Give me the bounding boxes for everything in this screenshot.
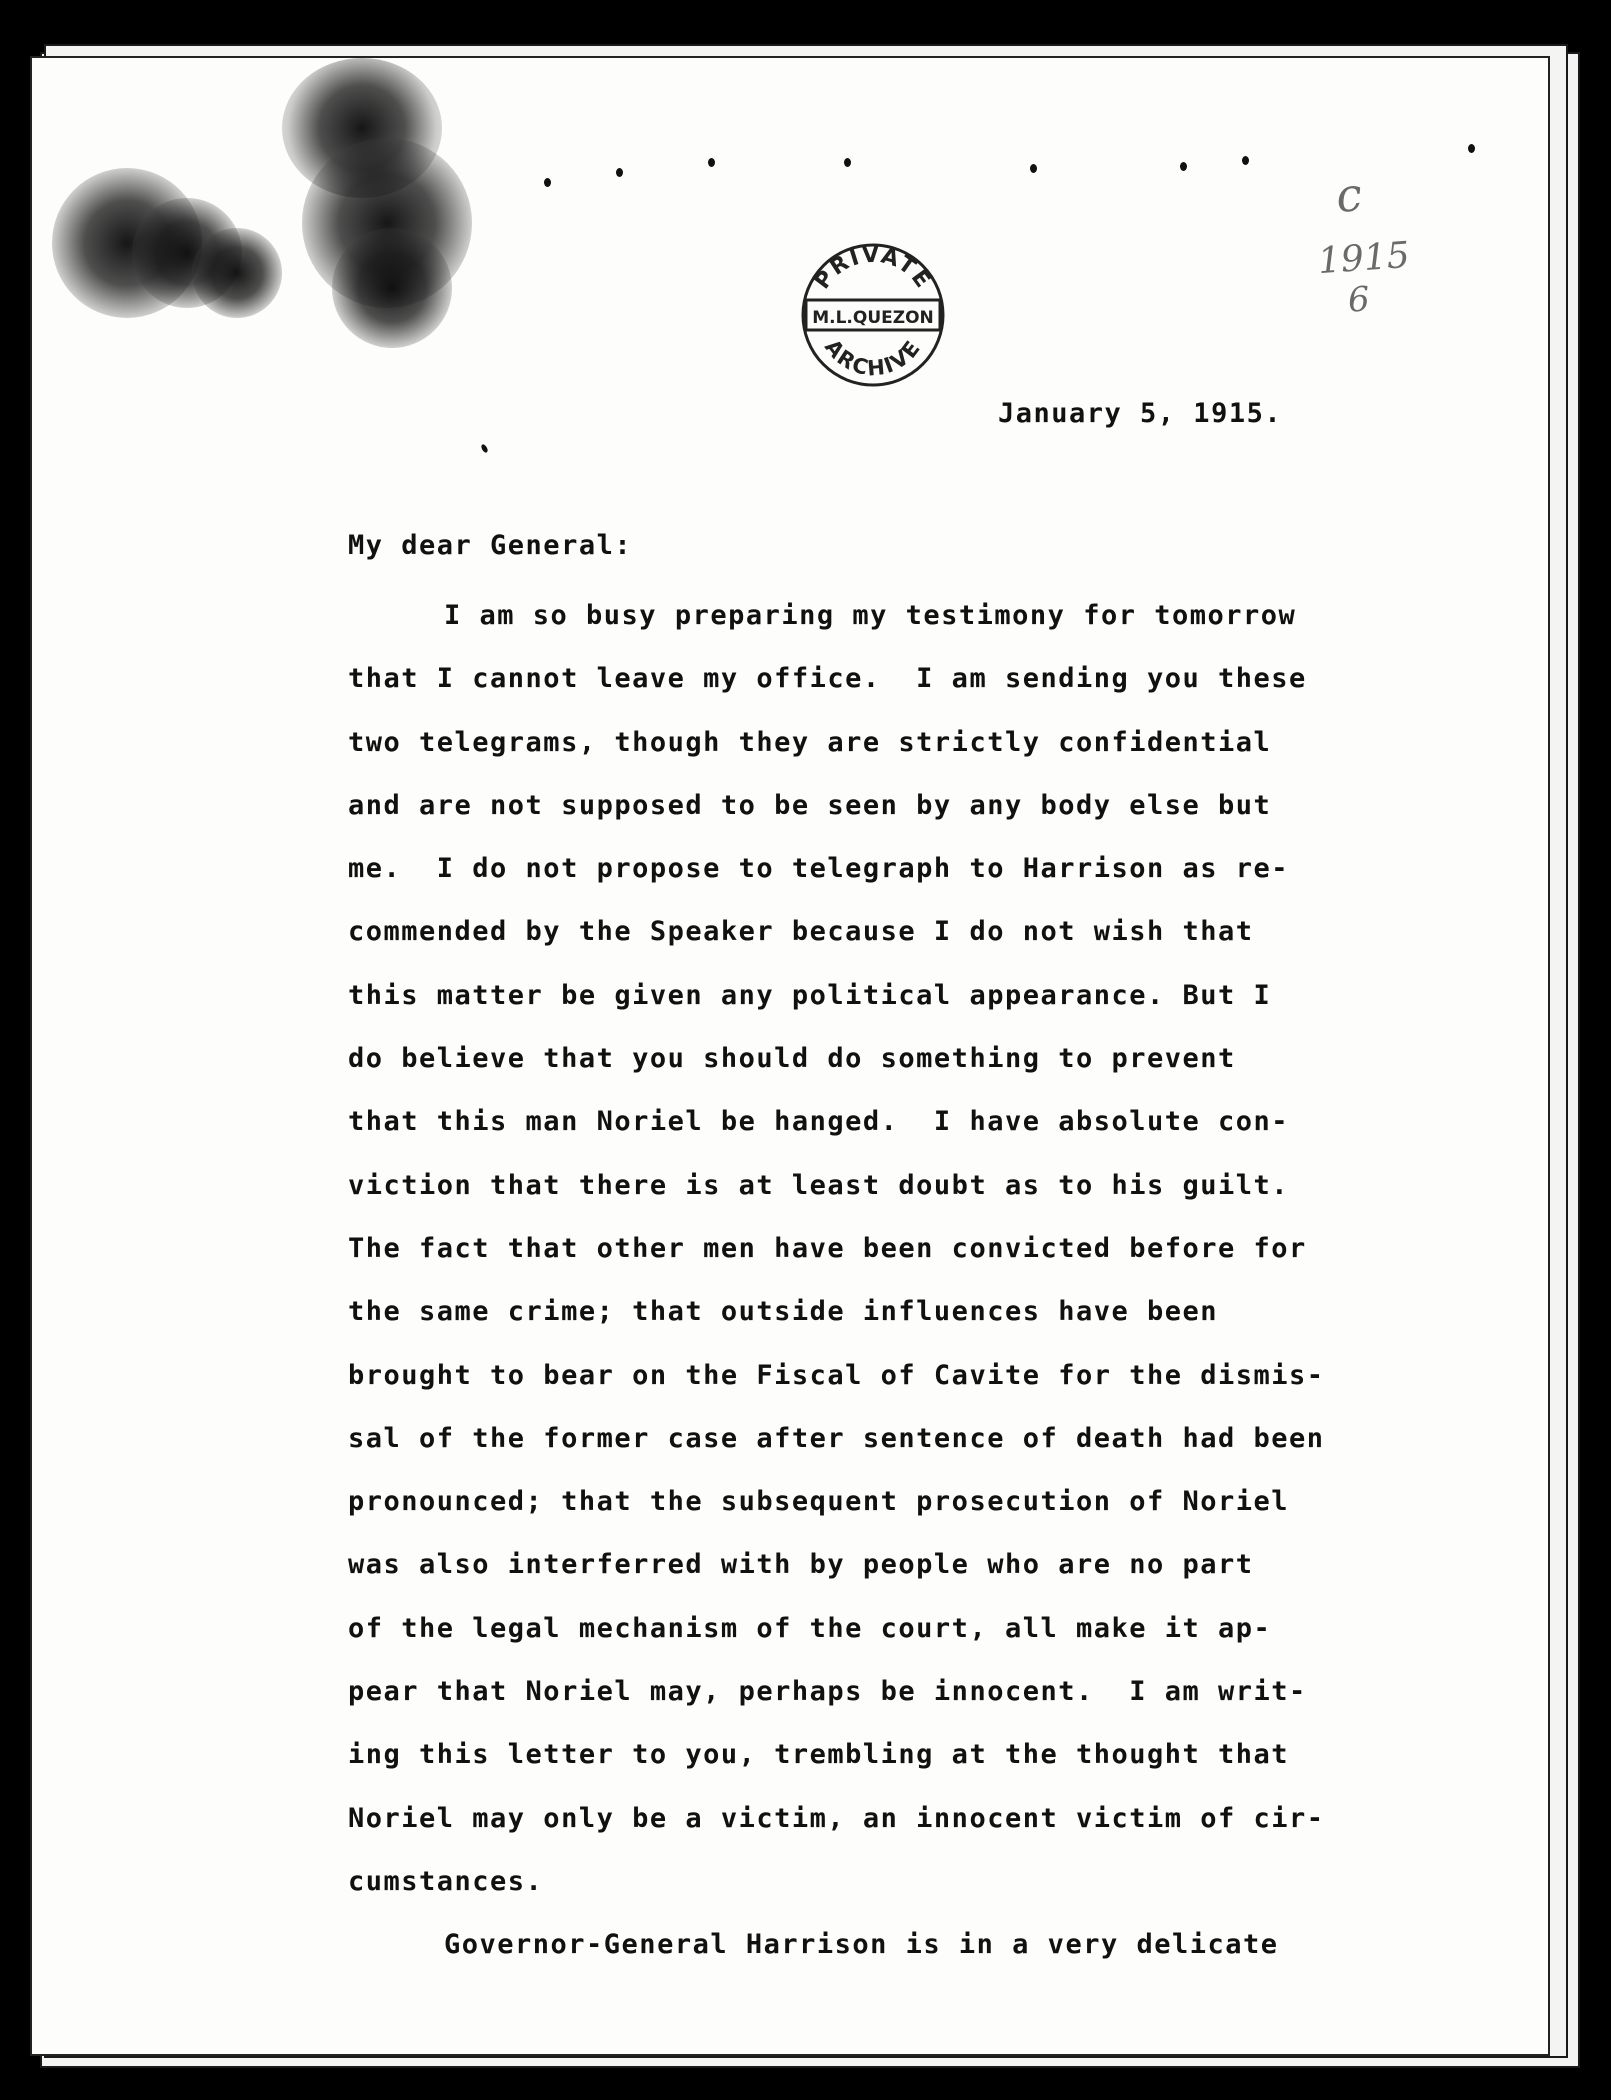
stamp-center-text: M.L.QUEZON (812, 308, 934, 328)
letter-line: viction that there is at least doubt as to his guilt. (348, 1169, 1290, 1201)
letter-line: Noriel may only be a victim, an innocent victim of cir- (348, 1802, 1325, 1834)
letter-line: me. I do not propose to telegraph to Harrison as re- (348, 853, 1290, 885)
ink-speck (1468, 144, 1475, 153)
letter-line: was also interferred with by people who are no part (348, 1549, 1254, 1581)
ink-speck (480, 443, 489, 453)
letter-line: commended by the Speaker because I do not wish that (348, 916, 1254, 948)
letter-line: and are not supposed to be seen by any body else but (348, 789, 1272, 821)
pencil-annotation-year: 1915 (1316, 234, 1411, 283)
ink-speck (544, 178, 551, 187)
ink-speck (1242, 156, 1249, 165)
ink-speck (1180, 162, 1187, 171)
letter-line: sal of the former case after sentence of death had been (348, 1422, 1325, 1454)
letter-line: this matter be given any political appearance. But I (348, 979, 1272, 1011)
pencil-annotation-number: 6 (1346, 279, 1372, 321)
letter-line: the same crime; that outside influences have been (348, 1296, 1219, 1328)
letter-line: cumstances. (348, 1865, 544, 1897)
letter-line: of the legal mechanism of the court, all make it ap- (348, 1612, 1272, 1644)
letter-line: pronounced; that the subsequent prosecution of Noriel (348, 1486, 1290, 1518)
ink-smudge (192, 228, 282, 318)
letter-line: two telegrams, though they are strictly confidential (348, 726, 1272, 758)
letter-date: January 5, 1915. (998, 398, 1283, 429)
letter-line: brought to bear on the Fiscal of Cavite for the dismis- (348, 1359, 1325, 1391)
archive-stamp (798, 240, 948, 395)
letter-body (348, 584, 1325, 1977)
ink-speck (1030, 164, 1037, 173)
stamp-bottom-text: ARCHIVE (820, 334, 926, 381)
ink-speck (708, 158, 715, 167)
letter-line: I am so busy preparing my testimony for tomorrow (444, 600, 1297, 631)
stamp-top-text: PRIVATE (809, 242, 937, 295)
letter-line: do believe that you should do something to prevent (348, 1043, 1236, 1075)
letter-line: that this man Noriel be hanged. I have absolute con- (348, 1106, 1290, 1138)
ink-speck (616, 168, 623, 177)
letter-line: that I cannot leave my office. I am sending you these (348, 663, 1307, 695)
letter-line: The fact that other men have been convicted before for (348, 1232, 1307, 1264)
letter-line: Governor-General Harrison is in a very delicate (444, 1929, 1279, 1961)
archive-stamp-graphic (798, 240, 948, 390)
pencil-annotation-letter: c (1333, 166, 1365, 224)
letter-salutation: My dear General: (348, 530, 633, 561)
ink-speck (844, 158, 851, 167)
svg-text:PRIVATE (810, 243, 936, 294)
letter-line: pear that Noriel may, perhaps be innocent. I am writ- (348, 1676, 1307, 1708)
ink-smudge (332, 228, 452, 348)
letter-line: ing this letter to you, trembling at the thought that (348, 1739, 1290, 1771)
